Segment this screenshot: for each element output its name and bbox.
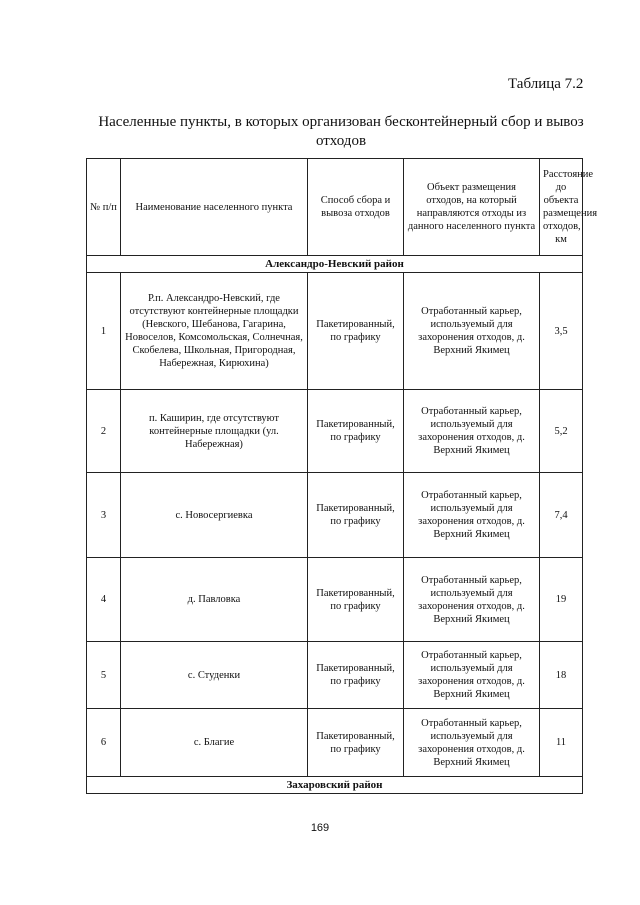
column-header-num: № п/п — [87, 159, 121, 256]
cell-num: 3 — [87, 473, 121, 558]
column-header-distance: Расстояние до объекта размещения отходов, км — [540, 159, 583, 256]
region-row — [87, 256, 583, 273]
region-row — [87, 777, 583, 794]
cell-method: Пакетированный, по графику — [308, 642, 404, 709]
page-number: 169 — [310, 822, 330, 834]
cell-object: Отработанный карьер, используемый для захоронения отходов, д. Верхний Якимец — [404, 473, 540, 558]
cell-method: Пакетированный, по графику — [308, 473, 404, 558]
cell-method: Пакетированный, по графику — [308, 709, 404, 777]
cell-object: Отработанный карьер, используемый для захоронения отходов, д. Верхний Якимец — [404, 558, 540, 642]
region-name: Захаровский район — [87, 777, 583, 794]
cell-name: Р.п. Александро-Невский, где отсутствуют контейнерные площадки (Невского, Шебанова, Гагарина, Новоселов, Комсомольская, Солнечная, Скобелева, Школьная, Пригородная, Набережная, Кирюхина) — [121, 273, 308, 390]
table-row — [87, 473, 583, 558]
cell-object: Отработанный карьер, используемый для захоронения отходов, д. Верхний Якимец — [404, 642, 540, 709]
column-header-name: Наименование населенного пункта — [121, 159, 308, 256]
cell-distance: 7,4 — [540, 473, 583, 558]
table-row — [87, 558, 583, 642]
cell-name: с. Благие — [121, 709, 308, 777]
cell-method: Пакетированный, по графику — [308, 273, 404, 390]
cell-name: с. Студенки — [121, 642, 308, 709]
cell-num: 4 — [87, 558, 121, 642]
cell-distance: 5,2 — [540, 390, 583, 473]
cell-distance: 19 — [540, 558, 583, 642]
cell-num: 5 — [87, 642, 121, 709]
table-row — [87, 390, 583, 473]
cell-name: п. Каширин, где отсутствуют контейнерные площадки (ул. Набережная) — [121, 390, 308, 473]
cell-name: с. Новосергиевка — [121, 473, 308, 558]
cell-object: Отработанный карьер, используемый для захоронения отходов, д. Верхний Якимец — [404, 273, 540, 390]
column-header-method: Способ сбора и вывоза отходов — [308, 159, 404, 256]
cell-distance: 11 — [540, 709, 583, 777]
cell-object: Отработанный карьер, используемый для захоронения отходов, д. Верхний Якимец — [404, 390, 540, 473]
cell-method: Пакетированный, по графику — [308, 390, 404, 473]
table-row — [87, 642, 583, 709]
cell-distance: 18 — [540, 642, 583, 709]
cell-object: Отработанный карьер, используемый для захоронения отходов, д. Верхний Якимец — [404, 709, 540, 777]
column-header-object: Объект размещения отходов, на который направляются отходы из данного населенного пункта — [404, 159, 540, 256]
cell-num: 2 — [87, 390, 121, 473]
region-name: Александро-Невский район — [87, 256, 583, 273]
cell-method: Пакетированный, по графику — [308, 558, 404, 642]
table-row — [87, 709, 583, 777]
table-row — [87, 273, 583, 390]
cell-distance: 3,5 — [540, 273, 583, 390]
cell-name: д. Павловка — [121, 558, 308, 642]
cell-num: 1 — [87, 273, 121, 390]
document-title: Населенные пункты, в которых организован бесконтейнерный сбор и вывоз отходов — [98, 114, 584, 149]
cell-num: 6 — [87, 709, 121, 777]
settlements-table — [86, 158, 598, 794]
table-header-row — [87, 159, 583, 256]
table-label: Таблица 7.2 — [508, 76, 584, 92]
